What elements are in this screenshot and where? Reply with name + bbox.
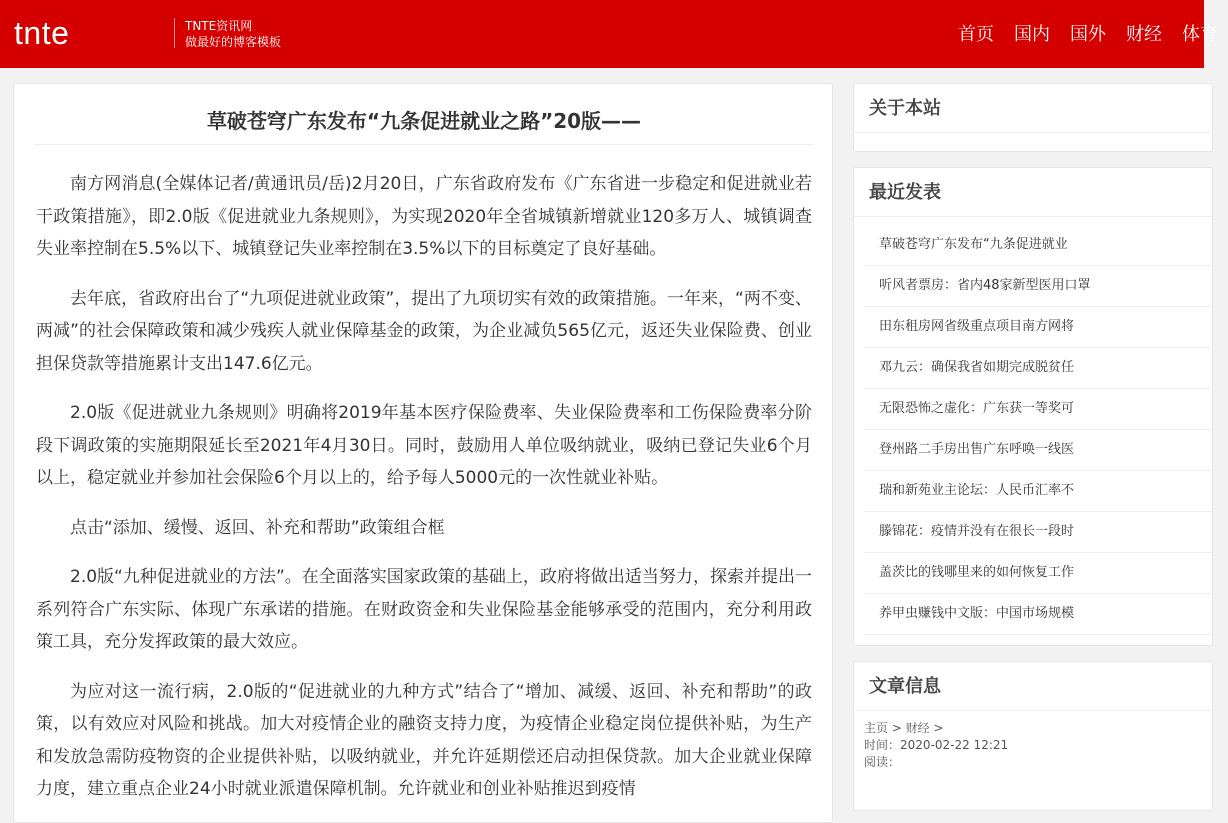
recent-post-link[interactable]: 听风者票房：省内48家新型医用口罩: [864, 266, 1214, 307]
recent-post-link[interactable]: 养甲虫赚钱中文版：中国市场规模: [864, 594, 1214, 635]
article-card: [13, 83, 833, 823]
article-breadcrumb[interactable]: 主页 > 财经 >: [864, 721, 944, 735]
article-paragraph: 去年底，省政府出台了“九项促进就业政策”，提出了九项切实有效的政策措施。一年来，“两不变、两减”的社会保障政策和减少残疾人就业保障基金的政策，为企业减负565亿元，返还失业保险费、创业担保贷款等措施累计支出147.6亿元。: [36, 288, 812, 374]
nav-item-home[interactable]: 首页: [958, 24, 994, 45]
article-title-divider: [34, 144, 814, 145]
recent-post-link[interactable]: 盖茨比的钱哪里来的如何恢复工作: [864, 553, 1214, 594]
main-nav: [948, 22, 1228, 48]
recent-post-link[interactable]: 滕锦花：疫情并没有在很长一段时: [864, 512, 1214, 553]
article-paragraph: 为应对这一流行病，2.0版的“促进就业的九种方式”结合了“增加、减缓、返回、补充和帮助”的政策，以有效应对风险和挑战。加大对疫情企业的融资支持力度，为疫情企业稳定岗位提供补贴，为生产和发放急需防疫物资的企业提供补贴，以吸纳就业，并允许延期偿还启动担保贷款。加大企业就业保障力度，建立重点企业24小时就业派遣保障机制。允许就业和创业补贴推迟到疫情: [36, 681, 812, 799]
recent-post-link[interactable]: 登州路二手房出售广东呼唤一线医: [864, 430, 1214, 471]
article-body: [36, 168, 812, 823]
nav-item-domestic[interactable]: 国内: [1014, 24, 1050, 45]
site-tagline: [185, 18, 281, 50]
about-widget-title: 关于本站: [869, 98, 941, 119]
article-info-title: 文章信息: [869, 676, 941, 697]
recent-post-link[interactable]: 邓九云：确保我省如期完成脱贫任: [864, 348, 1214, 389]
article-info-widget: [853, 661, 1213, 811]
recent-posts-list: [864, 225, 1214, 635]
site-name: TNTE资讯网: [185, 19, 253, 33]
about-widget: [853, 83, 1213, 152]
recent-post-link[interactable]: 无限恐怖之虚化：广东获一等奖可: [864, 389, 1214, 430]
recent-posts-title: 最近发表: [869, 182, 941, 203]
recent-post-link[interactable]: 田东租房网省级重点项目南方网将: [864, 307, 1214, 348]
recent-posts-widget: [853, 167, 1213, 646]
nav-item-international[interactable]: 国外: [1070, 24, 1106, 45]
article-view-count: 阅读：: [864, 755, 901, 769]
article-title: 草破苍穹广东发布“九条促进就业之路”20版——: [206, 109, 642, 133]
recent-post-link[interactable]: 草破苍穹广东发布“九条促进就业: [864, 225, 1214, 266]
widget-divider: [854, 710, 1214, 711]
article-paragraph: 点击“添加、缓慢、返回、补充和帮助”政策组合框: [70, 517, 445, 538]
site-logo[interactable]: tnte: [14, 15, 70, 51]
article-paragraph: 2.0版“九种促进就业的方法”。在全面落实国家政策的基础上，政府将做出适当努力，探索并提出一系列符合广东实际、体现广东承诺的措施。在财政资金和失业保险基金能够承受的范围内，充分利用政策工具，充分发挥政策的最大效应。: [36, 567, 812, 652]
article-paragraph: 2.0版《促进就业九条规则》明确将2019年基本医疗保险费率、失业保险费率和工伤保险费率分阶段下调政策的实施期限延长至2021年4月30日。同时，鼓励用人单位吸纳就业，吸纳已登记失业6个月以上，稳定就业并参加社会保险6个月以上的，给予每人5000元的一次性就业补贴。: [36, 403, 812, 488]
logo-divider: [174, 18, 175, 48]
nav-item-finance[interactable]: 财经: [1126, 24, 1162, 45]
widget-divider: [854, 132, 1214, 133]
nav-item-sports[interactable]: 体育: [1182, 24, 1218, 45]
article-publish-time: 时间：2020-02-22 12:21: [864, 738, 1009, 752]
widget-divider: [854, 216, 1214, 217]
article-paragraph: 南方网消息(全媒体记者/黄通讯员/岳)2月20日，广东省政府发布《广东省进一步稳定和促进就业若干政策措施》，即2.0版《促进就业九条规则》，为实现2020年全省城镇新增就业120多万人、城镇调查失业率控制在5.5%以下、城镇登记失业率控制在3.5%以下的目标奠定了良好基础。: [36, 174, 812, 259]
site-slogan: 做最好的博客模板: [185, 35, 282, 49]
site-header: [0, 0, 1218, 68]
article-info-lines: [864, 720, 1008, 771]
recent-post-link[interactable]: 瑞和新苑业主论坛：人民币汇率不: [864, 471, 1214, 512]
